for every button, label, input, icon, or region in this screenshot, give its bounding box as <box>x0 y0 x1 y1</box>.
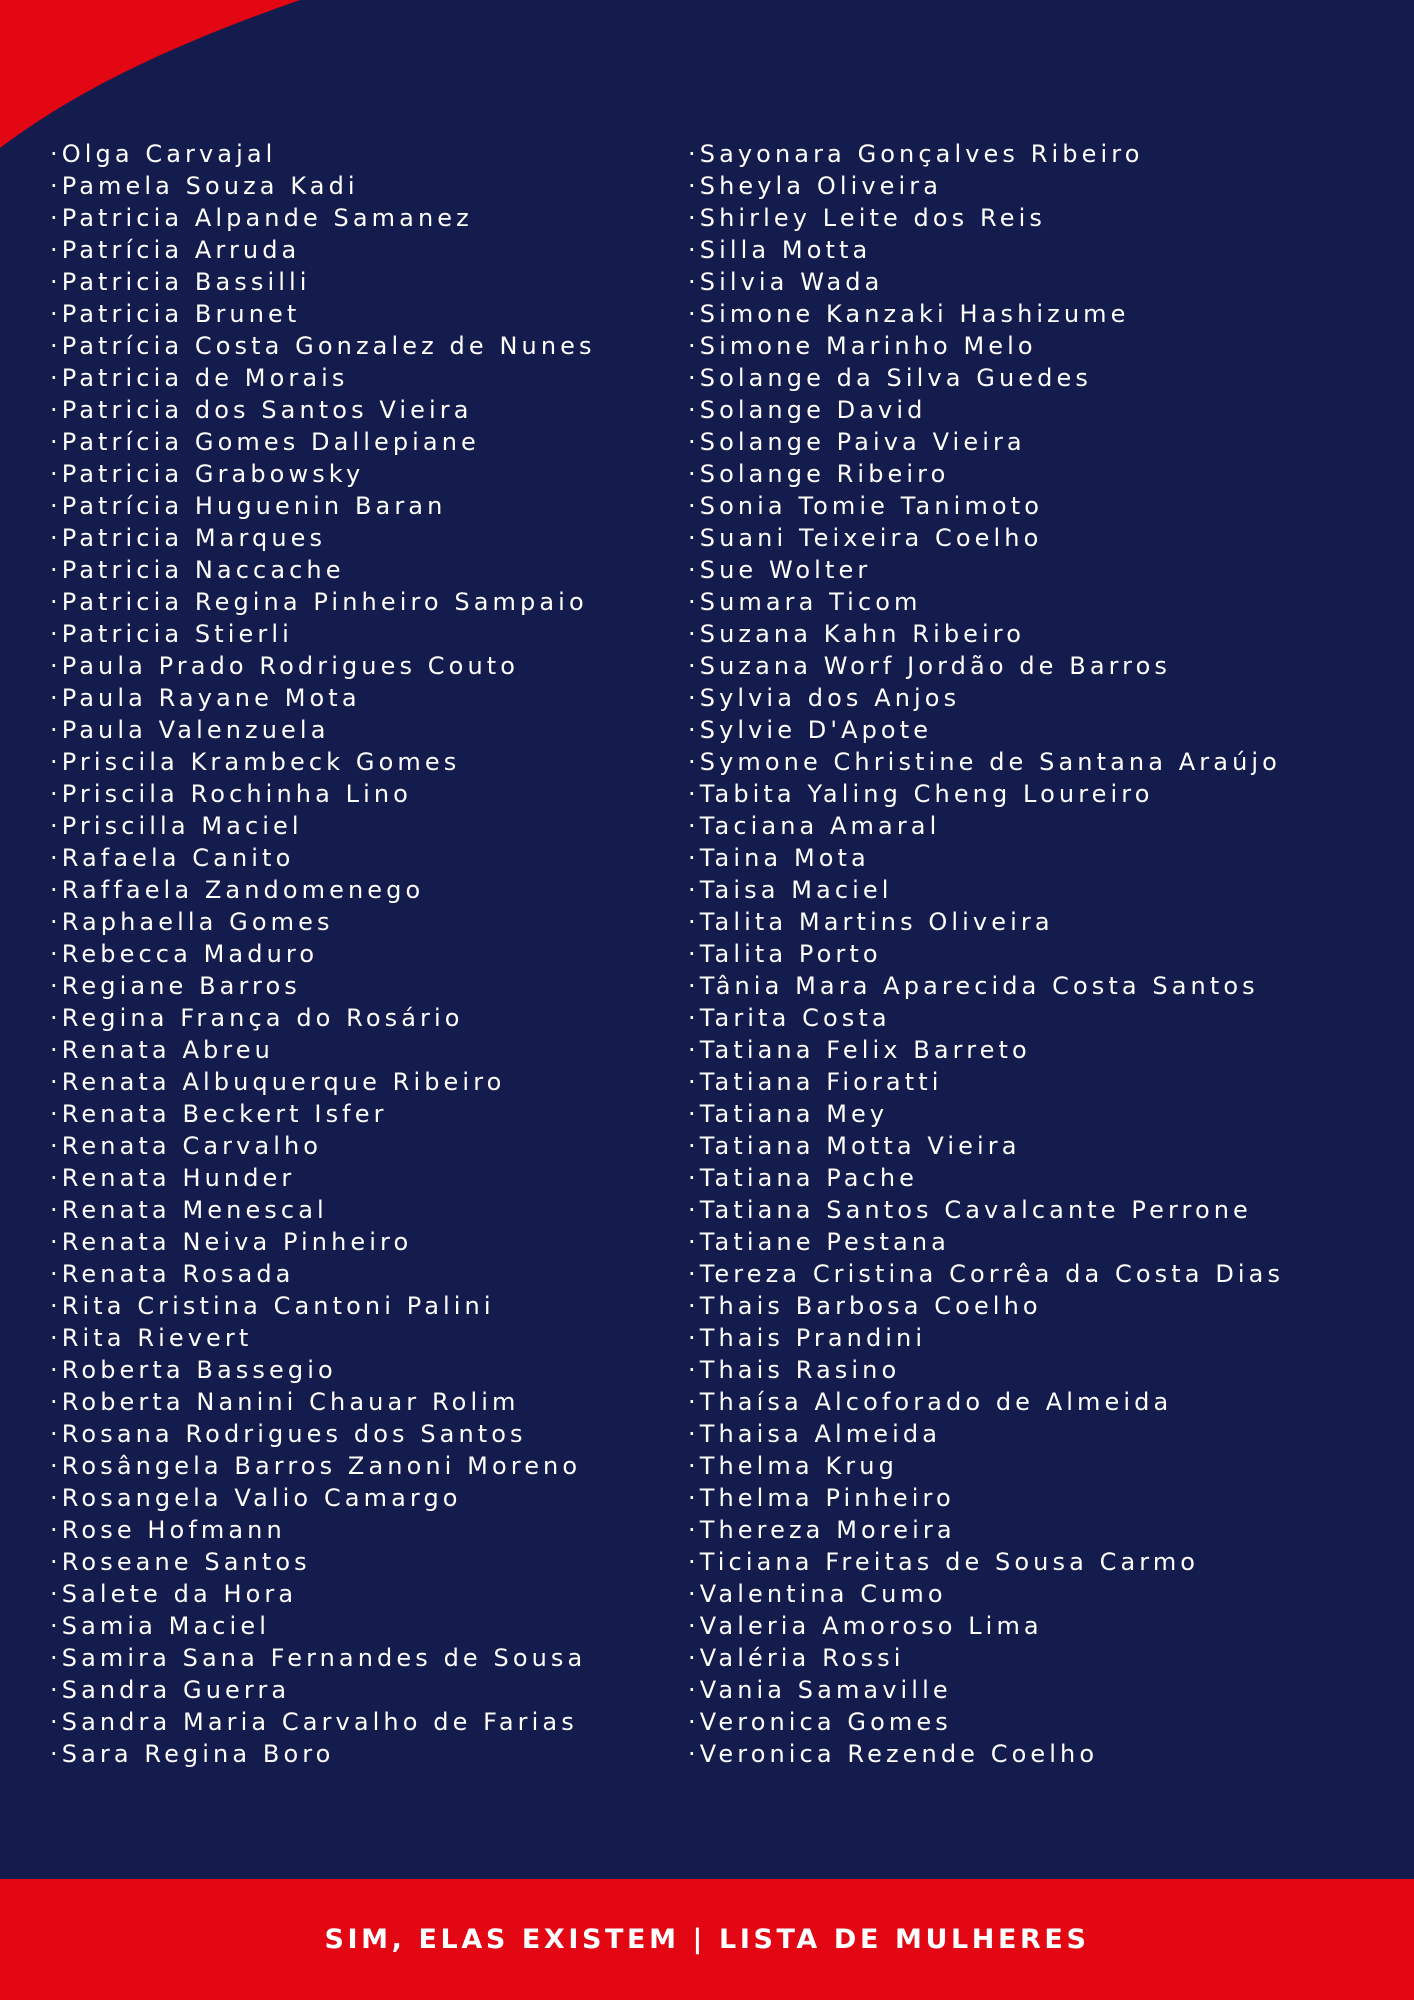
name-list-item: ·Patricia Stierli <box>50 620 293 648</box>
name-list-item: ·Renata Carvalho <box>50 1132 323 1160</box>
name-list-item: ·Simone Kanzaki Hashizume <box>688 300 1130 328</box>
name-list-item: ·Sylvia dos Anjos <box>688 684 961 712</box>
name-list-item: ·Thais Barbosa Coelho <box>688 1292 1042 1320</box>
name-list-item: ·Vania Samaville <box>688 1676 952 1704</box>
name-list-item: ·Tatiana Santos Cavalcante Perrone <box>688 1196 1252 1224</box>
name-list-item: ·Paula Prado Rodrigues Couto <box>50 652 520 680</box>
name-list-item: ·Rose Hofmann <box>50 1516 286 1544</box>
name-list-item: ·Sue Wolter <box>688 556 872 584</box>
name-list-item: ·Sandra Maria Carvalho de Farias <box>50 1708 578 1736</box>
name-list-item: ·Rafaela Canito <box>50 844 295 872</box>
name-list-item: ·Renata Beckert Isfer <box>50 1100 388 1128</box>
name-list-item: ·Taisa Maciel <box>688 876 893 904</box>
name-list-item: ·Pamela Souza Kadi <box>50 172 359 200</box>
name-list-item: ·Suani Teixeira Coelho <box>688 524 1043 552</box>
corner-swoosh-shape <box>0 0 300 148</box>
name-list-item: ·Rita Rievert <box>50 1324 253 1352</box>
name-list-item: ·Taina Mota <box>688 844 870 872</box>
name-list-item: ·Taciana Amaral <box>688 812 941 840</box>
name-list-item: ·Renata Abreu <box>50 1036 274 1064</box>
name-list-item: ·Paula Valenzuela <box>50 716 330 744</box>
name-list-item: ·Rosangela Valio Camargo <box>50 1484 462 1512</box>
names-column-left <box>50 138 596 1770</box>
name-list-item: ·Veronica Rezende Coelho <box>688 1740 1099 1768</box>
name-list-item: ·Valeria Amoroso Lima <box>688 1612 1043 1640</box>
name-list-item: ·Rita Cristina Cantoni Palini <box>50 1292 495 1320</box>
name-list-item: ·Patrícia Costa Gonzalez de Nunes <box>50 332 596 360</box>
name-list-item: ·Tatiana Felix Barreto <box>688 1036 1031 1064</box>
corner-swoosh-decoration <box>0 0 320 160</box>
name-list-item: ·Patricia Regina Pinheiro Sampaio <box>50 588 588 616</box>
name-list-item: ·Tatiana Mey <box>688 1100 889 1128</box>
name-list-item: ·Samia Maciel <box>50 1612 270 1640</box>
name-list-item: ·Renata Hunder <box>50 1164 296 1192</box>
name-list-item: ·Thais Prandini <box>688 1324 927 1352</box>
name-list-item: ·Samira Sana Fernandes de Sousa <box>50 1644 587 1672</box>
name-list-item: ·Rosângela Barros Zanoni Moreno <box>50 1452 582 1480</box>
name-list-item: ·Patrícia Arruda <box>50 236 301 264</box>
name-list-item: ·Regiane Barros <box>50 972 301 1000</box>
name-list-item: ·Salete da Hora <box>50 1580 298 1608</box>
name-list-item: ·Sayonara Gonçalves Ribeiro <box>688 140 1144 168</box>
name-list-item: ·Patricia Marques <box>50 524 327 552</box>
name-list-item: ·Patricia Grabowsky <box>50 460 365 488</box>
name-list-item: ·Suzana Worf Jordão de Barros <box>688 652 1172 680</box>
name-list-item: ·Silla Motta <box>688 236 872 264</box>
name-list-item: ·Priscila Krambeck Gomes <box>50 748 461 776</box>
name-list-item: ·Patricia dos Santos Vieira <box>50 396 473 424</box>
name-list-item: ·Solange David <box>688 396 927 424</box>
name-list-item: ·Rosana Rodrigues dos Santos <box>50 1420 527 1448</box>
name-list-item: ·Thelma Krug <box>688 1452 898 1480</box>
name-list-item: ·Roseane Santos <box>50 1548 311 1576</box>
name-list-item: ·Renata Menescal <box>50 1196 328 1224</box>
name-list-item: ·Paula Rayane Mota <box>50 684 361 712</box>
name-list-item: ·Solange Paiva Vieira <box>688 428 1026 456</box>
footer-title: SIM, ELAS EXISTEM | LISTA DE MULHERES <box>324 1924 1090 1955</box>
name-list-item: ·Patrícia Huguenin Baran <box>50 492 447 520</box>
name-list-item: ·Roberta Nanini Chauar Rolim <box>50 1388 520 1416</box>
name-list-item: ·Symone Christine de Santana Araújo <box>688 748 1281 776</box>
name-list-item: ·Roberta Bassegio <box>50 1356 337 1384</box>
name-list-item: ·Solange da Silva Guedes <box>688 364 1092 392</box>
name-list-item: ·Priscilla Maciel <box>50 812 303 840</box>
name-list-item: ·Sara Regina Boro <box>50 1740 335 1768</box>
name-list-item: ·Thereza Moreira <box>688 1516 956 1544</box>
names-column-right <box>688 138 1284 1770</box>
name-list-item: ·Ticiana Freitas de Sousa Carmo <box>688 1548 1200 1576</box>
name-list-item: ·Tereza Cristina Corrêa da Costa Dias <box>688 1260 1285 1288</box>
name-list-item: ·Valéria Rossi <box>688 1644 905 1672</box>
name-list-item: ·Tabita Yaling Cheng Loureiro <box>688 780 1154 808</box>
name-list-item: ·Talita Porto <box>688 940 882 968</box>
name-list-item: ·Renata Rosada <box>50 1260 295 1288</box>
name-list-item: ·Tarita Costa <box>688 1004 891 1032</box>
name-list-item: ·Rebecca Maduro <box>50 940 319 968</box>
name-list-item: ·Valentina Cumo <box>688 1580 947 1608</box>
name-list-item: ·Priscila Rochinha Lino <box>50 780 412 808</box>
name-list-item: ·Thelma Pinheiro <box>688 1484 955 1512</box>
name-list-item: ·Olga Carvajal <box>50 140 277 168</box>
name-list-item: ·Renata Neiva Pinheiro <box>50 1228 413 1256</box>
name-list-item: ·Thaísa Alcoforado de Almeida <box>688 1388 1173 1416</box>
name-list-item: ·Tatiane Pestana <box>688 1228 950 1256</box>
name-list-item: ·Renata Albuquerque Ribeiro <box>50 1068 506 1096</box>
name-list-item: ·Talita Martins Oliveira <box>688 908 1054 936</box>
name-list-item: ·Simone Marinho Melo <box>688 332 1037 360</box>
name-list-item: ·Patricia Bassilli <box>50 268 311 296</box>
name-list-item: ·Veronica Gomes <box>688 1708 952 1736</box>
name-list-item: ·Tatiana Fioratti <box>688 1068 943 1096</box>
name-list-item: ·Patricia de Morais <box>50 364 349 392</box>
name-list-item: ·Tatiana Motta Vieira <box>688 1132 1021 1160</box>
name-list-item: ·Patricia Brunet <box>50 300 301 328</box>
name-list-item: ·Tânia Mara Aparecida Costa Santos <box>688 972 1259 1000</box>
name-list-item: ·Raffaela Zandomenego <box>50 876 425 904</box>
name-list-item: ·Sylvie D'Apote <box>688 716 933 744</box>
name-list-item: ·Tatiana Pache <box>688 1164 919 1192</box>
name-list-item: ·Patricia Alpande Samanez <box>50 204 473 232</box>
name-list-item: ·Patrícia Gomes Dallepiane <box>50 428 480 456</box>
name-list-item: ·Shirley Leite dos Reis <box>688 204 1046 232</box>
name-list-item: ·Solange Ribeiro <box>688 460 950 488</box>
name-list-item: ·Sonia Tomie Tanimoto <box>688 492 1043 520</box>
name-list-item: ·Sheyla Oliveira <box>688 172 943 200</box>
name-list-item: ·Sandra Guerra <box>50 1676 291 1704</box>
name-list-item: ·Thaisa Almeida <box>688 1420 942 1448</box>
name-list-item: ·Silvia Wada <box>688 268 884 296</box>
name-list-item: ·Patricia Naccache <box>50 556 345 584</box>
name-list-item: ·Regina França do Rosário <box>50 1004 464 1032</box>
name-list-item: ·Sumara Ticom <box>688 588 922 616</box>
name-list-item: ·Suzana Kahn Ribeiro <box>688 620 1026 648</box>
name-list-item: ·Raphaella Gomes <box>50 908 334 936</box>
footer-bar <box>0 1879 1414 2000</box>
name-list-item: ·Thais Rasino <box>688 1356 901 1384</box>
